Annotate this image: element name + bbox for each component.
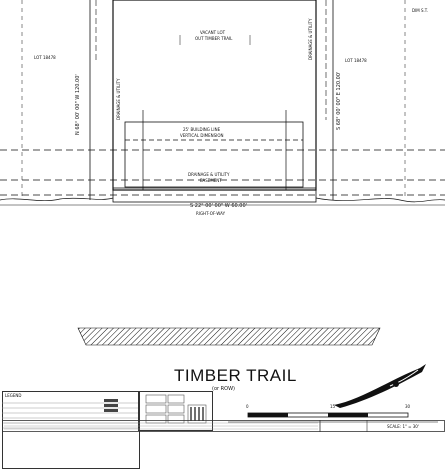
lot-left-label: LOT 18478	[34, 55, 56, 60]
drainage-bottom-sub: EASEMENT	[200, 178, 222, 183]
scale-text: SCALE: 1" = 30'	[387, 424, 419, 429]
vacant-lot-label: VACANT LOT	[200, 30, 226, 35]
hatched-band	[78, 328, 380, 345]
legend-title: LEGEND	[5, 393, 22, 398]
scale-tick-30: 30	[405, 404, 411, 409]
drainage-bottom-label: DRAINAGE & UTILITY	[188, 172, 230, 177]
dimension-top: DIM S.T.	[412, 8, 429, 13]
notes-lines	[2, 420, 445, 432]
bearing-right: S 68° 00' 00" E 120.00'	[336, 71, 342, 130]
scale-tick-0: 0	[246, 404, 249, 409]
lot-right-label: LOT 18478	[345, 58, 367, 63]
building-line-sub: VERTICAL DIMENSION	[180, 133, 224, 138]
lot-boundary	[113, 0, 316, 190]
street-subtitle: (or ROW)	[212, 386, 235, 392]
bearing-left: N 68° 00' 00" W 120.00'	[75, 74, 81, 135]
bearing-bottom: S 22° 00' 00" W 60.00'	[190, 203, 248, 209]
scale-tick-15: 15	[330, 404, 336, 409]
vacant-lot-sub: OUT TIMBER TRAIL	[195, 36, 233, 41]
street-title: TIMBER TRAIL	[174, 366, 297, 385]
bearing-bottom-sub: RIGHT-OF-WAY	[196, 211, 226, 216]
drainage-right-label: DRAINAGE & UTILITY	[308, 18, 313, 60]
drainage-left-label: DRAINAGE & UTILITY	[116, 78, 121, 120]
building-line-label: 25' BUILDING LINE	[183, 127, 221, 132]
